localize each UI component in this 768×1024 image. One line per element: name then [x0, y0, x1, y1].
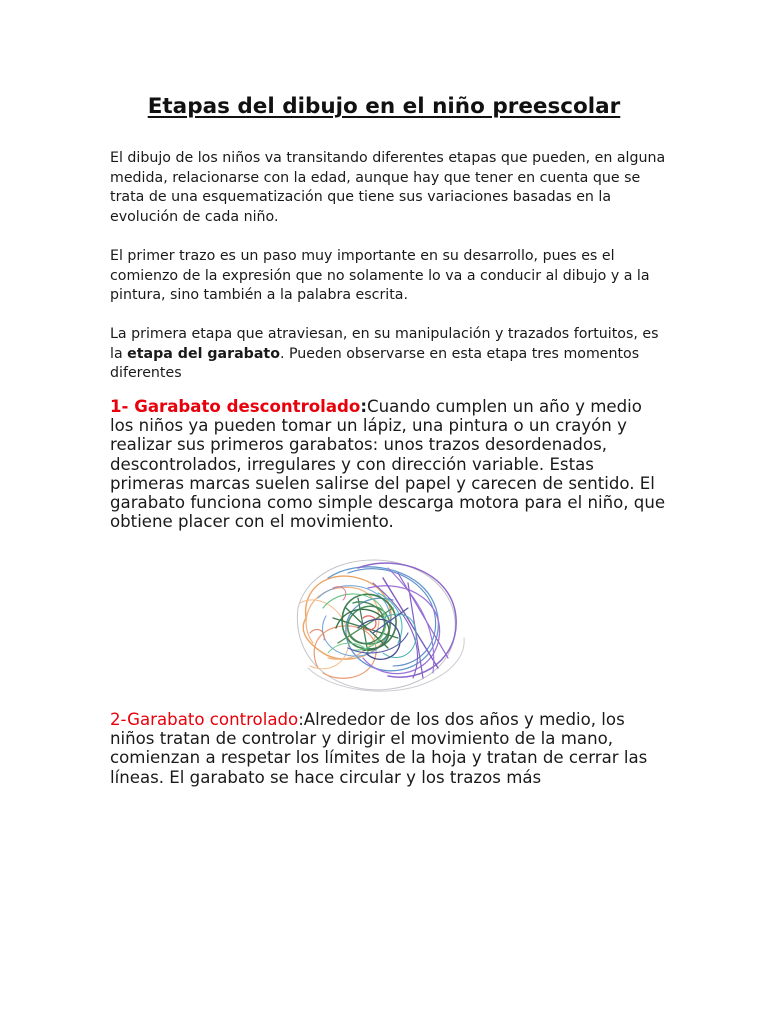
first-stroke-paragraph: El primer trazo es un paso muy importante en su desarrollo, pues es el comienzo de la expresión que no solamente lo va a conducir al dibujo y a la pintura, sino también a la palabra escrita. — [110, 248, 650, 303]
stage-2-heading: 2-Garabato controlado — [110, 710, 299, 729]
scribble-stage-text-after: . Pueden observarse en esta etapa tres momentos diferentes — [110, 345, 640, 381]
scribble-stage-paragraph — [110, 325, 670, 384]
stage-1-text: Cuando cumplen un año y medio los niños ya pueden tomar un lápiz, una pintura o un crayón y realizar sus primeros garabatos: unos trazos desordenados, descontrolados, irregulares y con dirección variable. Estas primeras marcas suelen salirse del papel y carecen de sentido. El garabato funciona como simple descarga motora para el niño, que obtiene placer con el movimiento. — [110, 397, 666, 532]
uncontrolled-scribble-image — [288, 548, 470, 698]
stage-1-colon: : — [360, 397, 367, 416]
stage-2-section — [110, 710, 670, 787]
intro-paragraph: El dibujo de los niños va transitando diferentes etapas que pueden, en alguna medida, relacionarse con la edad, aunque hay que tener en cuenta que se trata de una esquematización que tiene sus variaciones basadas en la evolución de cada niño. — [110, 150, 666, 225]
scribble-stage-term: etapa del garabato — [127, 345, 280, 362]
page-title: Etapas del dibujo en el niño preescolar — [147, 94, 621, 119]
stage-1-section — [110, 397, 670, 531]
stage-2-text: :Alrededor de los dos años y medio, los niños tratan de controlar y dirigir el movimiento de la mano, comienzan a respetar los límites de la hoja y tratan de cerrar las líneas. El garabato se hace circular y los trazos más — [110, 710, 648, 787]
scribble-stage-text-before: La primera etapa que atraviesan, en su manipulación y trazados fortuitos, es la — [110, 326, 659, 362]
stage-1-heading: 1- Garabato descontrolado — [110, 397, 361, 416]
